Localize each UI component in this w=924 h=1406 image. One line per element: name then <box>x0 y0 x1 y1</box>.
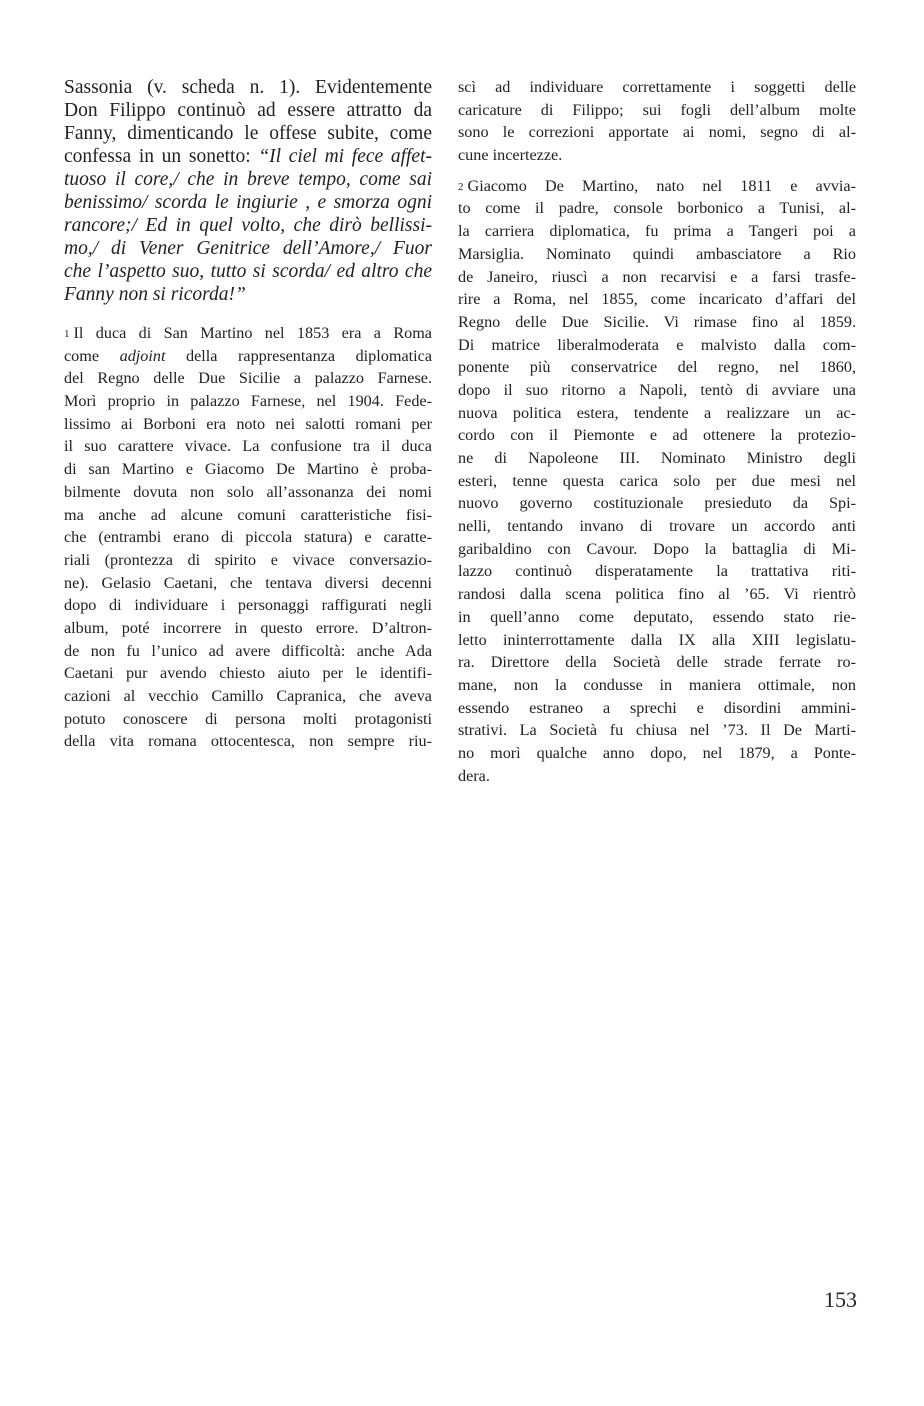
text-span: confessa in un sonetto: <box>64 146 259 167</box>
footnote-line: cordo con il Piemonte e ad ottenere la protezio- <box>458 426 856 445</box>
text-line: Fanny, dimenticando le offese subite, come <box>64 123 432 144</box>
text-line: Sassonia (v. scheda n. 1). Evidentemente <box>64 77 432 98</box>
footnote-line: dopo il suo ritorno a Napoli, tentò di avviare una <box>458 380 856 399</box>
footnote-line: lazzo continuò disperatamente la trattativa riti- <box>458 562 856 581</box>
footnote-line: ra. Direttore della Società delle strade ferrate ro- <box>458 653 856 672</box>
main-text <box>64 76 432 306</box>
page-number: 153 <box>824 1287 857 1312</box>
footnote-line: Marsiglia. Nominato quindi ambasciatore a Rio <box>458 244 856 263</box>
footnote-line: caricature di Filippo; sui fogli dell’album molte <box>458 100 856 119</box>
footnote-line: strativi. La Società fu chiusa nel ’73. Il De Marti- <box>458 721 856 740</box>
footnote-line: Caetani pur avendo chiesto aiuto per le identifi- <box>64 664 432 683</box>
footnote-line: ponente più conservatrice del regno, nel 1860, <box>458 358 856 377</box>
footnote-line: de non fu l’unico ad avere difficoltà: anche Ada <box>64 641 432 660</box>
footnote-line: potuto conoscere di persona molti protagonisti <box>64 709 432 728</box>
footnote-line: esteri, tenne questa carica solo per due mesi nel <box>458 471 856 490</box>
footnote-line: Regno delle Due Sicilie. Vi rimase fino al 1859. <box>458 312 856 331</box>
footnote-line: garibaldino con Cavour. Dopo la battaglia di Mi- <box>458 539 856 558</box>
quote-line: mo,/ di Vener Genitrice dell’Amore,/ Fuor <box>64 238 432 259</box>
footnote-line: riali (prontezza di spirito e vivace conversazio- <box>64 550 432 569</box>
footnote-line: della vita romana ottocentesca, non sempre riu- <box>64 732 432 751</box>
footnote-line: essendo estraneo a sprechi e disordini ammini- <box>458 698 856 717</box>
footnote-line: scì ad individuare correttamente i soggetti delle <box>458 78 856 96</box>
footnote-line: bilmente dovuta non solo all’assonanza dei nomi <box>64 482 432 501</box>
footnote-1 <box>64 322 432 753</box>
quote-line: che l’aspetto suo, tutto si scorda/ ed altro che <box>64 261 432 282</box>
footnote-line: letto ininterrottamente dalla IX alla XIII legislatu- <box>458 630 856 649</box>
footnote-line: randosi dalla scena politica fino al ’65. Vi rientrò <box>458 585 856 604</box>
text-line: Don Filippo continuò ad essere attratto da <box>64 100 432 121</box>
footnote-1-continuation <box>458 76 856 167</box>
footnote-line: nelli, tentando invano di trovare un accordo anti <box>458 517 856 536</box>
footnote-line: album, poté incorrere in questo errore. D’altron- <box>64 618 432 637</box>
footnote-line: no morì qualche anno dopo, nel 1879, a Ponte- <box>458 743 856 762</box>
footnote-line: lissimo ai Borboni era noto nei salotti romani per <box>64 414 432 433</box>
footnote-line: ne). Gelasio Caetani, che tentava diversi decenni <box>64 573 432 592</box>
footnote-line: dopo di individuare i personaggi raffigurati negli <box>64 596 432 615</box>
footnote-line: il suo carattere vivace. La confusione tra il duca <box>64 437 432 456</box>
footnote-line: di san Martino e Giacomo De Martino è proba- <box>64 460 432 479</box>
left-column <box>64 76 432 753</box>
footnote-line: nuova politica estera, tendente a realizzare un ac- <box>458 403 856 422</box>
footnote-line: ne di Napoleone III. Nominato Ministro degli <box>458 449 856 467</box>
footnote-line: $^2$ Giacomo De Martino, nato nel 1811 e avvia- <box>458 176 856 195</box>
footnote-marker: 1 <box>64 328 70 340</box>
footnote-line: sono le correzioni apportate ai nomi, segno di al- <box>458 123 856 142</box>
footnote-line: la carriera diplomatica, fu prima a Tangeri poi a <box>458 222 856 241</box>
quote-line: tuoso il core,/ che in breve tempo, come sai <box>64 169 432 190</box>
footnote-line: Morì proprio in palazzo Farnese, nel 1904. Fede- <box>64 392 432 411</box>
quote-span: “Il ciel mi fece affet- <box>258 146 432 167</box>
footnote-line: Di matrice liberalmoderata e malvisto dalla com- <box>458 335 856 354</box>
quote-line: rancore;/ Ed in quel volto, che dirò bellissi- <box>64 215 432 236</box>
text-line <box>64 145 432 168</box>
footnote-2 <box>458 175 856 788</box>
footnote-line: dera. <box>458 766 490 785</box>
footnote-line: mane, non la condusse in maniera ottimale, non <box>458 675 856 694</box>
footnote-line: cune incertezze. <box>458 146 563 165</box>
quote-line: Fanny non si ricorda!” <box>64 284 246 305</box>
right-column <box>458 76 856 787</box>
footnote-marker: 2 <box>458 180 464 193</box>
faint-running-header <box>340 8 345 20</box>
footnote-line: cazioni al vecchio Camillo Capranica, che aveva <box>64 687 432 705</box>
footnote-line: nuovo governo costituzionale presieduto da Spi- <box>458 494 856 513</box>
quote-line: benissimo/ scorda le ingiurie , e smorza ogni <box>64 192 432 213</box>
footnote-line: del Regno delle Due Sicilie a palazzo Farnese. <box>64 369 432 388</box>
footnote-line: $^1$ Il duca di San Martino nel 1853 era a Roma <box>64 324 432 342</box>
footnote-line: che (entrambi erano di piccola statura) e caratte- <box>64 528 432 547</box>
footnote-line: come adjoint della rappresentanza diplomatica <box>64 346 432 365</box>
footnote-line: to come il padre, console borbonico a Tunisi, al- <box>458 199 856 218</box>
footnote-line: in quell’anno come deputato, essendo stato rie- <box>458 607 856 626</box>
footnote-line: ma anche ad alcune comuni caratteristiche fisi- <box>64 505 432 524</box>
footnote-line: de Janeiro, riuscì a non recarvisi e a farsi trasfe- <box>458 267 856 286</box>
footnote-line: rire a Roma, nel 1855, come incaricato d’affari del <box>458 290 856 309</box>
